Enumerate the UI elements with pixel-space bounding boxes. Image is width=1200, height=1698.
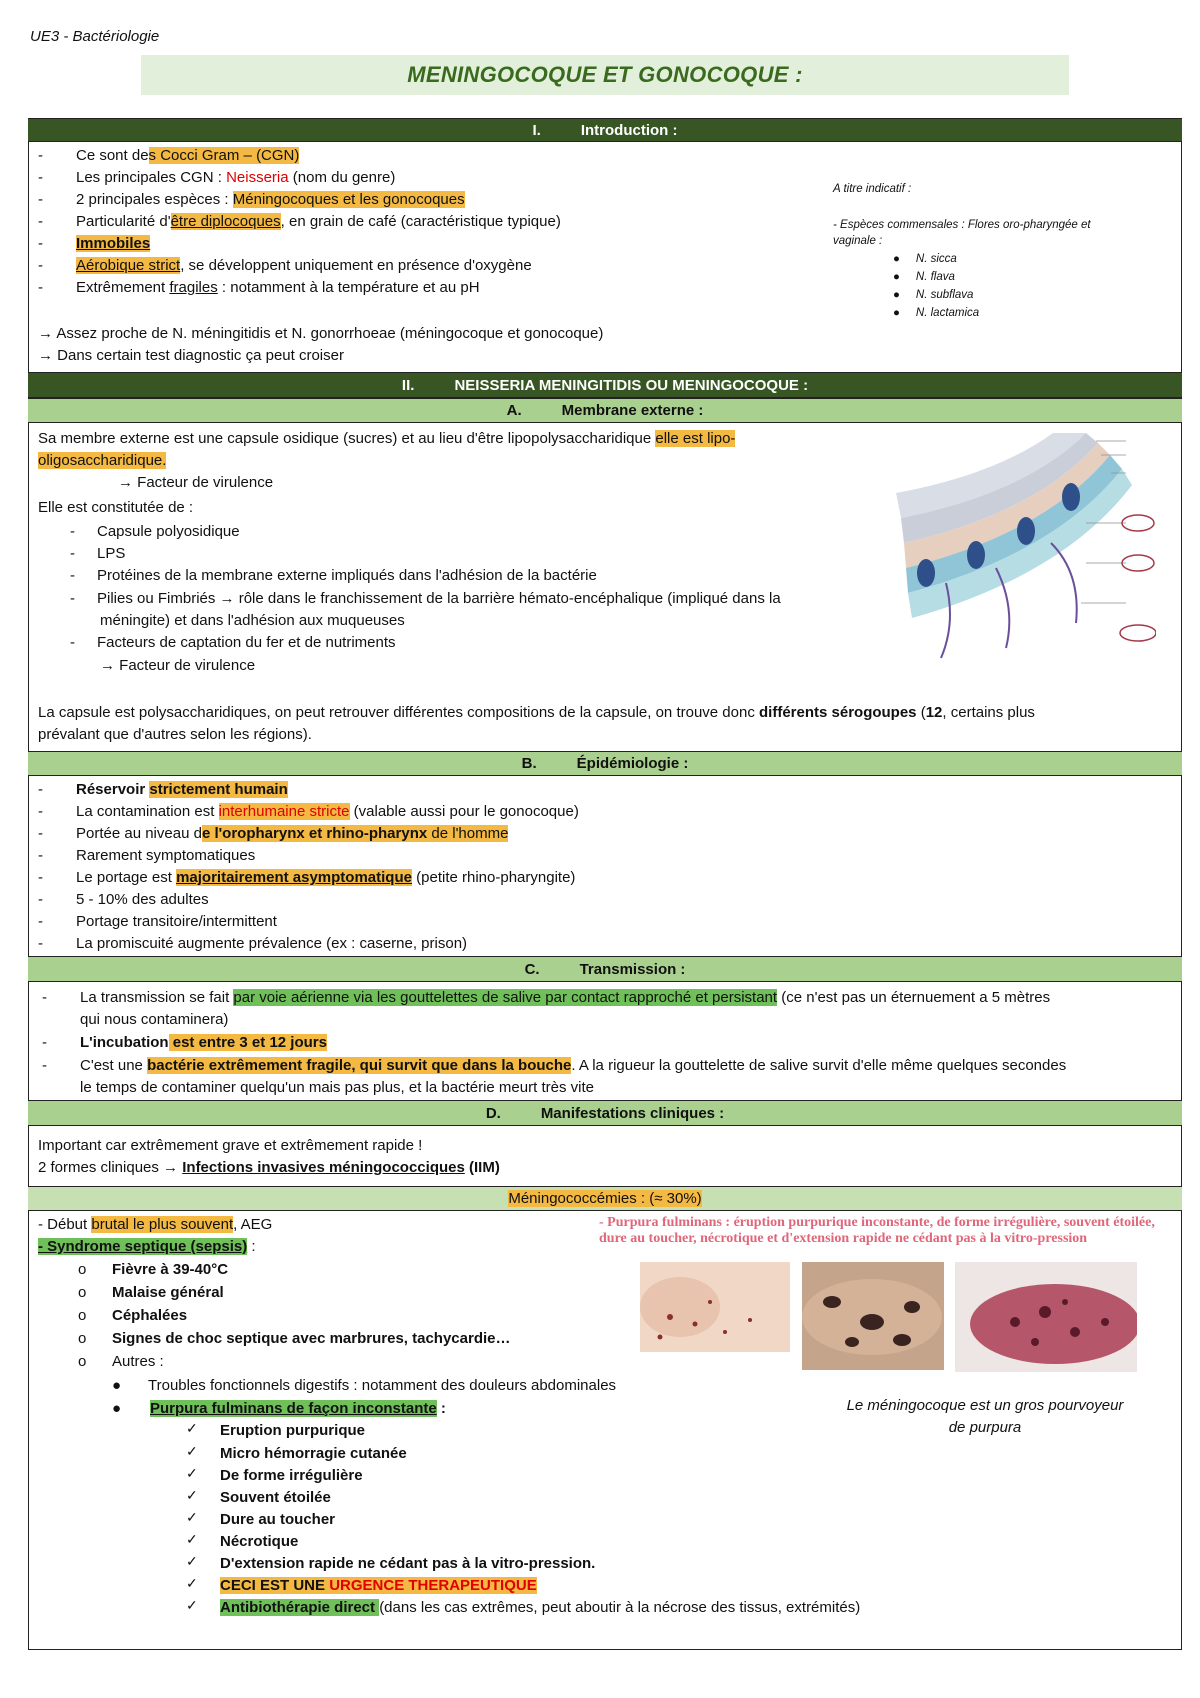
list-item: Portée au niveau de l'oropharynx et rhino-pharynx de l'homme [76,825,509,842]
membrane-diagram [886,433,1156,683]
purpura-photo-1 [640,1262,790,1352]
side-list-item: ● N. lactamica [893,307,980,319]
check-item: Micro hémorragie cutanée [220,1445,407,1462]
list-item: LPS [97,545,126,562]
list-item: Immobiles [76,235,151,252]
list-item: Extrêmement fragiles : notamment à la température et au pH [76,279,480,296]
paragraph: Important car extrêmement grave et extrêmement rapide ! [38,1137,423,1154]
photo-caption: Le méningocoque est un gros pourvoyeur de purpura [846,1397,1124,1436]
list-item: Réservoir strictement humain [76,781,288,798]
list-item: La transmission se fait par voie aérienne via les gouttelettes de salive par contact rapproché et persistant (ce n'est pas un éternuement a 5 mètres [80,989,1051,1006]
side-note-subtitle: - Espèces commensales : Flores oro-pharyngée et vaginale : [833,219,1091,247]
list-item: Purpura fulminans de façon inconstante : [150,1400,446,1417]
list-item: Céphalées [112,1307,188,1324]
section-2-header [28,372,1182,398]
subsection-b-header [28,751,1182,776]
paragraph: - Début brutal le plus souvent, AEG [38,1216,273,1233]
arrow-note: → Assez proche de N. méningitidis et N. gonorrhoeae (méningocoque et gonocoque) [38,325,604,342]
list-item: Le portage est majoritairement asymptomatique (petite rhino-pharyngite) [76,869,576,886]
list-item: Pilies ou Fimbriés → rôle dans le franchissement de la barrière hémato-encéphalique (impliqué dans la [97,590,781,607]
section-number: II. [401,376,415,394]
list-item: 2 principales espèces : Méningocoques et les gonocoques [76,191,465,208]
list-item-cont: qui nous contaminera) [80,1011,229,1028]
section-1-header [28,118,1182,142]
list-item: Fièvre à 39-40°C [112,1261,229,1278]
meningococcemia-header [28,1186,1182,1211]
subsection-title: Membrane externe : [561,402,704,419]
list-item: 5 - 10% des adultes [76,891,209,908]
subsection-title: Transmission : [579,960,686,978]
list-item: Autres : [112,1353,164,1370]
purpura-photo-2 [802,1262,944,1370]
side-list-item: ● N. flava [893,271,955,283]
course-label: UE3 - Bactériologie [30,28,160,45]
check-item: Antibiothérapie direct (dans les cas extrêmes, peut aboutir à la nécrose des tissus, extrémités) [220,1599,861,1616]
list-item: Rarement symptomatiques [76,847,256,864]
paragraph: oligosaccharidique. [38,452,167,469]
subsection-title: Manifestations cliniques : [540,1104,725,1122]
subsection-number: A. [506,402,522,419]
subsection-number: C. [524,960,540,978]
list-item: Les principales CGN : Neisseria (nom du genre) [76,169,396,186]
list-item-cont: le temps de contaminer quelqu'un mais pas plus, et la bactérie meurt très vite [80,1079,594,1096]
list-item: Aérobique strict, se développent uniquement en présence d'oxygène [76,257,532,274]
purpura-photo-3 [955,1262,1137,1372]
list-item: Ce sont des Cocci Gram – (CGN) [76,147,300,164]
page-title: MENINGOCOQUE ET GONOCOQUE : [407,62,803,87]
list-item: Troubles fonctionnels digestifs : notamment des douleurs abdominales [148,1377,617,1394]
subsection-number: B. [521,755,537,772]
list-item: Signes de choc septique avec marbrures, tachycardie… [112,1330,511,1347]
subsection-title: Méningococcémies : (≈ 30%) [508,1190,702,1207]
list-item: Protéines de la membrane externe impliqués dans l'adhésion de la bactérie [97,567,597,584]
list-item-cont: méningite) et dans l'adhésion aux muqueuses [100,612,405,629]
side-list-item: ● N. sicca [893,253,957,265]
paragraph: Sa membre externe est une capsule osidique (sucres) et au lieu d'être lipopolysaccharidique elle est lipo- [38,430,736,447]
title-band [141,55,1069,95]
list-item: Particularité d'être diplocoques, en grain de café (caractéristique typique) [76,213,561,230]
check-item: Souvent étoilée [220,1489,331,1506]
check-item: Eruption purpurique [220,1422,365,1439]
list-item: Portage transitoire/intermittent [76,913,277,930]
paragraph: Elle est constitutée de : [38,499,194,516]
list-item: La contamination est interhumaine stricte (valable aussi pour le gonocoque) [76,803,579,820]
list-item: Capsule polyosidique [97,523,240,540]
purpura-caption: - Purpura fulminans : éruption purpurique inconstante, de forme irrégulière, souvent étoilée, dure au toucher, nécrotique et d'extension rapide ne cédant pas à la vitro-pression [599,1215,1155,1246]
check-item: De forme irrégulière [220,1467,363,1484]
section-number: I. [532,121,541,139]
list-item: C'est une bactérie extrêmement fragile, qui survit que dans la bouche. A la rigueur la gouttelette de salive survit d'elle même quelques secondes [80,1057,1067,1074]
arrow-note: → Dans certain test diagnostic ça peut croiser [38,347,344,364]
check-item: Dure au toucher [220,1511,336,1528]
section-title: Introduction : [580,121,678,139]
subsection-a-header [28,398,1182,423]
virulence-note: → Facteur de virulence [118,474,274,491]
list-item: La promiscuité augmente prévalence (ex : caserne, prison) [76,935,468,952]
paragraph: - Syndrome septique (sepsis) : [38,1238,256,1255]
check-item: Nécrotique [220,1533,299,1550]
paragraph: prévalant que d'autres selon les régions). [38,726,312,743]
paragraph: 2 formes cliniques → Infections invasives méningococciques (IIM) [38,1159,500,1176]
list-item: Malaise général [112,1284,224,1301]
subsection-number: D. [485,1104,501,1122]
paragraph: La capsule est polysaccharidiques, on peut retrouver différentes compositions de la capsule, on trouve donc différents sérogoupes (12, certains plus [38,704,1035,721]
side-note-title: A titre indicatif : [833,183,912,195]
virulence-note: → Facteur de virulence [100,657,256,674]
check-item: D'extension rapide ne cédant pas à la vitro-pression. [220,1555,596,1572]
list-item: L'incubation est entre 3 et 12 jours [80,1034,327,1051]
subsection-c-header [28,956,1182,982]
subsection-d-header [28,1100,1182,1126]
list-item: Facteurs de captation du fer et de nutriments [97,634,396,651]
section-title: NEISSERIA MENINGITIDIS OU MENINGOCOQUE : [454,376,809,394]
side-list-item: ● N. subflava [893,289,974,301]
check-item: CECI EST UNE URGENCE THERAPEUTIQUE [220,1577,537,1594]
subsection-title: Épidémiologie : [576,755,689,772]
